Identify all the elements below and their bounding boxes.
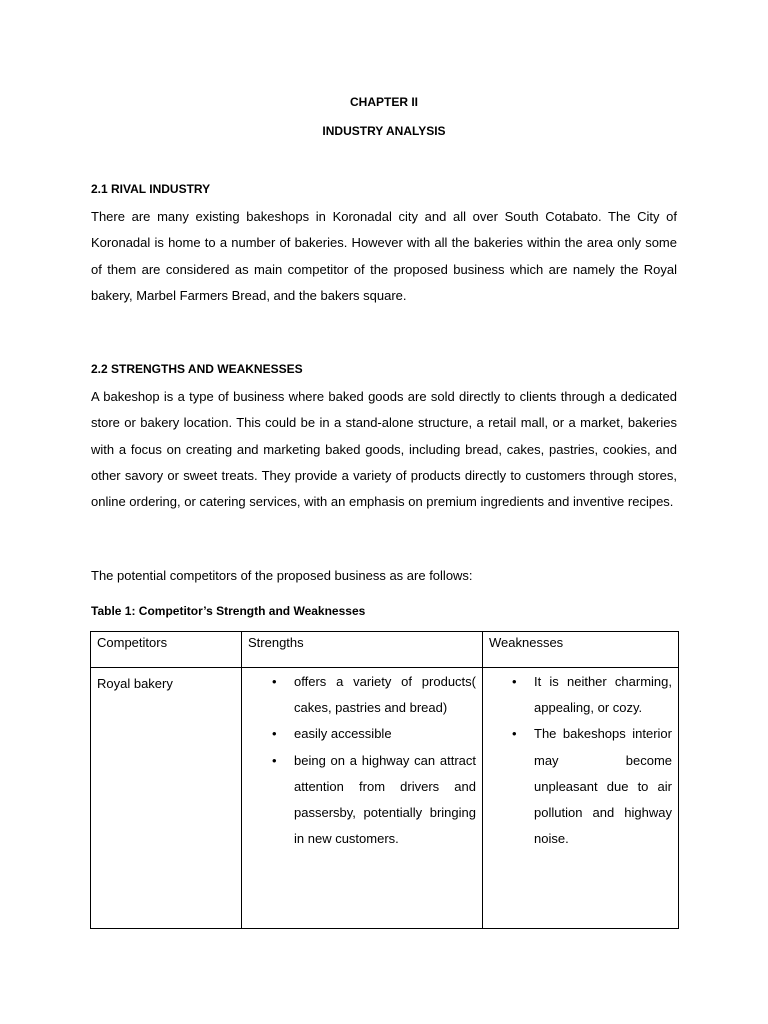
weaknesses-list (483, 668, 672, 852)
section-heading-rival-industry: 2.1 RIVAL INDUSTRY (91, 182, 211, 196)
weakness-text: It is neither charming, appealing, or cozy. (534, 674, 672, 716)
weakness-text: The bakeshops interior may become unpleasant due to air pollution and highway noise. (534, 726, 672, 847)
bullet-icon: • (272, 752, 277, 768)
column-header-competitors: Competitors (91, 632, 242, 668)
bullet-icon: • (512, 726, 517, 742)
list-item (272, 669, 476, 721)
column-header-weaknesses: Weaknesses (483, 632, 679, 668)
strength-text: easily accessible (294, 726, 392, 742)
competitor-name-cell: Royal bakery (91, 668, 242, 929)
table-caption: Table 1: Competitor’s Strength and Weaknesses (91, 604, 366, 618)
weaknesses-cell (483, 668, 679, 929)
paragraph-competitors-intro: The potential competitors of the proposed business as are follows: (91, 568, 473, 583)
list-item (272, 748, 476, 853)
list-item (512, 721, 672, 852)
paragraph-strengths-weaknesses: A bakeshop is a type of business where baked goods are sold directly to clients through a dedicated store or bakery location. This could be in a stand-alone structure, a retail mall, or a market, bakeries with a focus on creating and marketing baked goods, including bread, cakes, pastries, cookies, and other savory or sweet treats. They provide a variety of products directly to customers through stores, online ordering, or catering services, with an emphasis on premium ingredients and inventive recipes. (91, 389, 677, 510)
bullet-icon: • (272, 726, 277, 742)
bullet-icon: • (512, 674, 517, 689)
strengths-list (242, 668, 476, 852)
column-header-strengths: Strengths (242, 632, 483, 668)
section-heading-strengths-weaknesses: 2.2 STRENGTHS AND WEAKNESSES (91, 362, 303, 376)
paragraph-rival-industry: There are many existing bakeshops in Koronadal city and all over South Cotabato. The City of Koronadal is home to a number of bakeries. However with all the bakeries within the area only some of them are considered as main competitor of the proposed business which are namely the Royal bakery, Marbel Farmers Bread, and the bakers square. (91, 209, 677, 303)
strength-text: being on a highway can attract attention from drivers and passersby, potentially bringing in new customers. (294, 752, 476, 847)
list-item (272, 721, 476, 747)
table-row (91, 668, 679, 929)
strengths-cell (242, 668, 483, 929)
table-header-row (91, 632, 679, 668)
list-item (512, 669, 672, 721)
chapter-title: INDUSTRY ANALYSIS (322, 124, 446, 138)
competitor-table (90, 631, 679, 929)
chapter-number: CHAPTER II (349, 95, 418, 109)
bullet-icon: • (272, 674, 277, 689)
strength-text: offers a variety of products( cakes, pastries and bread) (294, 674, 476, 716)
